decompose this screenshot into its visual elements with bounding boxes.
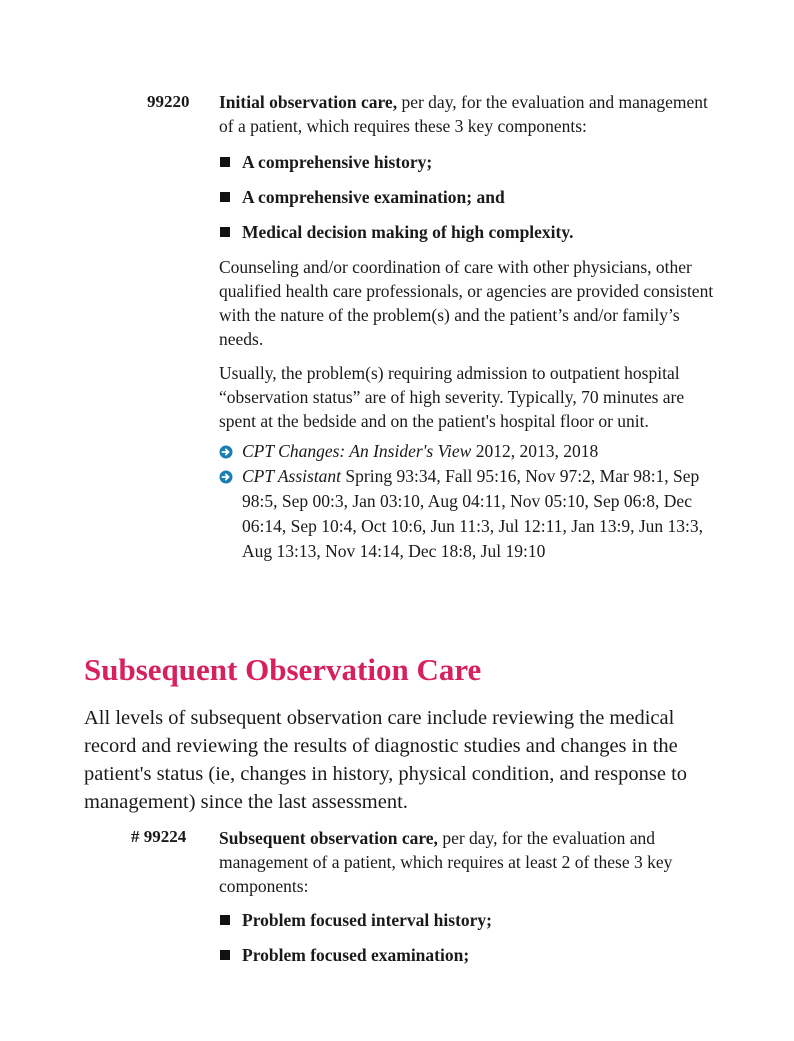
reference-list (219, 439, 714, 564)
black-square-bullet-icon (220, 157, 230, 167)
reference-detail: 2012, 2013, 2018 (471, 441, 599, 461)
cpt-code: # 99224 (131, 827, 187, 846)
code-title: Initial observation care, (219, 92, 398, 112)
reference-detail: Spring 93:34, Fall 95:16, Nov 97:2, Mar 98:1, Sep 98:5, Sep 00:3, Jan 03:10, Aug 04:11, Nov 05:10, Sep 06:8, Dec 06:14, Sep 10:4, Oct 10:6, Jun 11:3, Jul 12:11, Jan 13:9, Jun 13:3, Aug 13:13, Nov 14:14, Dec 18:8, Jul 19:10 (242, 466, 703, 561)
key-components-list (219, 908, 714, 967)
code-description-text: per day, for the evaluation and management of a patient, which requires at least 2 of these 3 key components: (219, 828, 673, 896)
list-item: A comprehensive examination; and (219, 185, 714, 209)
code-title: Subsequent observation care, (219, 828, 438, 848)
code-description (219, 90, 714, 138)
list-item: Medical decision making of high complexity. (219, 220, 714, 244)
section-intro-paragraph: All levels of subsequent observation care include reviewing the medical record and reviewing the results of diagnostic studies and changes in the patient's status (ie, changes in history, physical condition, and response to management) since the last assessment. (84, 707, 688, 813)
reference-item (219, 439, 714, 464)
list-item: A comprehensive history; (219, 150, 714, 174)
circled-arrow-right-icon (219, 470, 233, 484)
list-item: Problem focused examination; (219, 943, 714, 967)
code-description-text: per day, for the evaluation and management of a patient, which requires these 3 key components: (219, 92, 708, 136)
black-square-bullet-icon (220, 227, 230, 237)
code-description (219, 826, 714, 898)
circled-arrow-right-icon (219, 445, 233, 459)
reference-title: CPT Assistant (242, 466, 342, 486)
reference-item (219, 464, 714, 564)
reference-title: CPT Changes: An Insider's View (242, 441, 472, 461)
black-square-bullet-icon (220, 915, 230, 925)
code-entry-body (219, 826, 714, 978)
black-square-bullet-icon (220, 192, 230, 202)
section-heading: Subsequent Observation Care (84, 652, 482, 687)
code-entry-body (219, 90, 714, 564)
list-item: Problem focused interval history; (219, 908, 714, 932)
black-square-bullet-icon (220, 950, 230, 960)
typical-time-paragraph: Usually, the problem(s) requiring admission to outpatient hospital “observation status” are of high severity. Typically, 70 minutes are spent at the bedside and on the patient's hospital floor or unit. (219, 363, 685, 431)
counseling-paragraph: Counseling and/or coordination of care with other physicians, other qualified health care professionals, or agencies are provided consistent with the nature of the problem(s) and the patient’s and/or family’s needs. (219, 257, 714, 349)
key-components-list (219, 150, 714, 244)
cpt-code: 99220 (147, 92, 190, 111)
